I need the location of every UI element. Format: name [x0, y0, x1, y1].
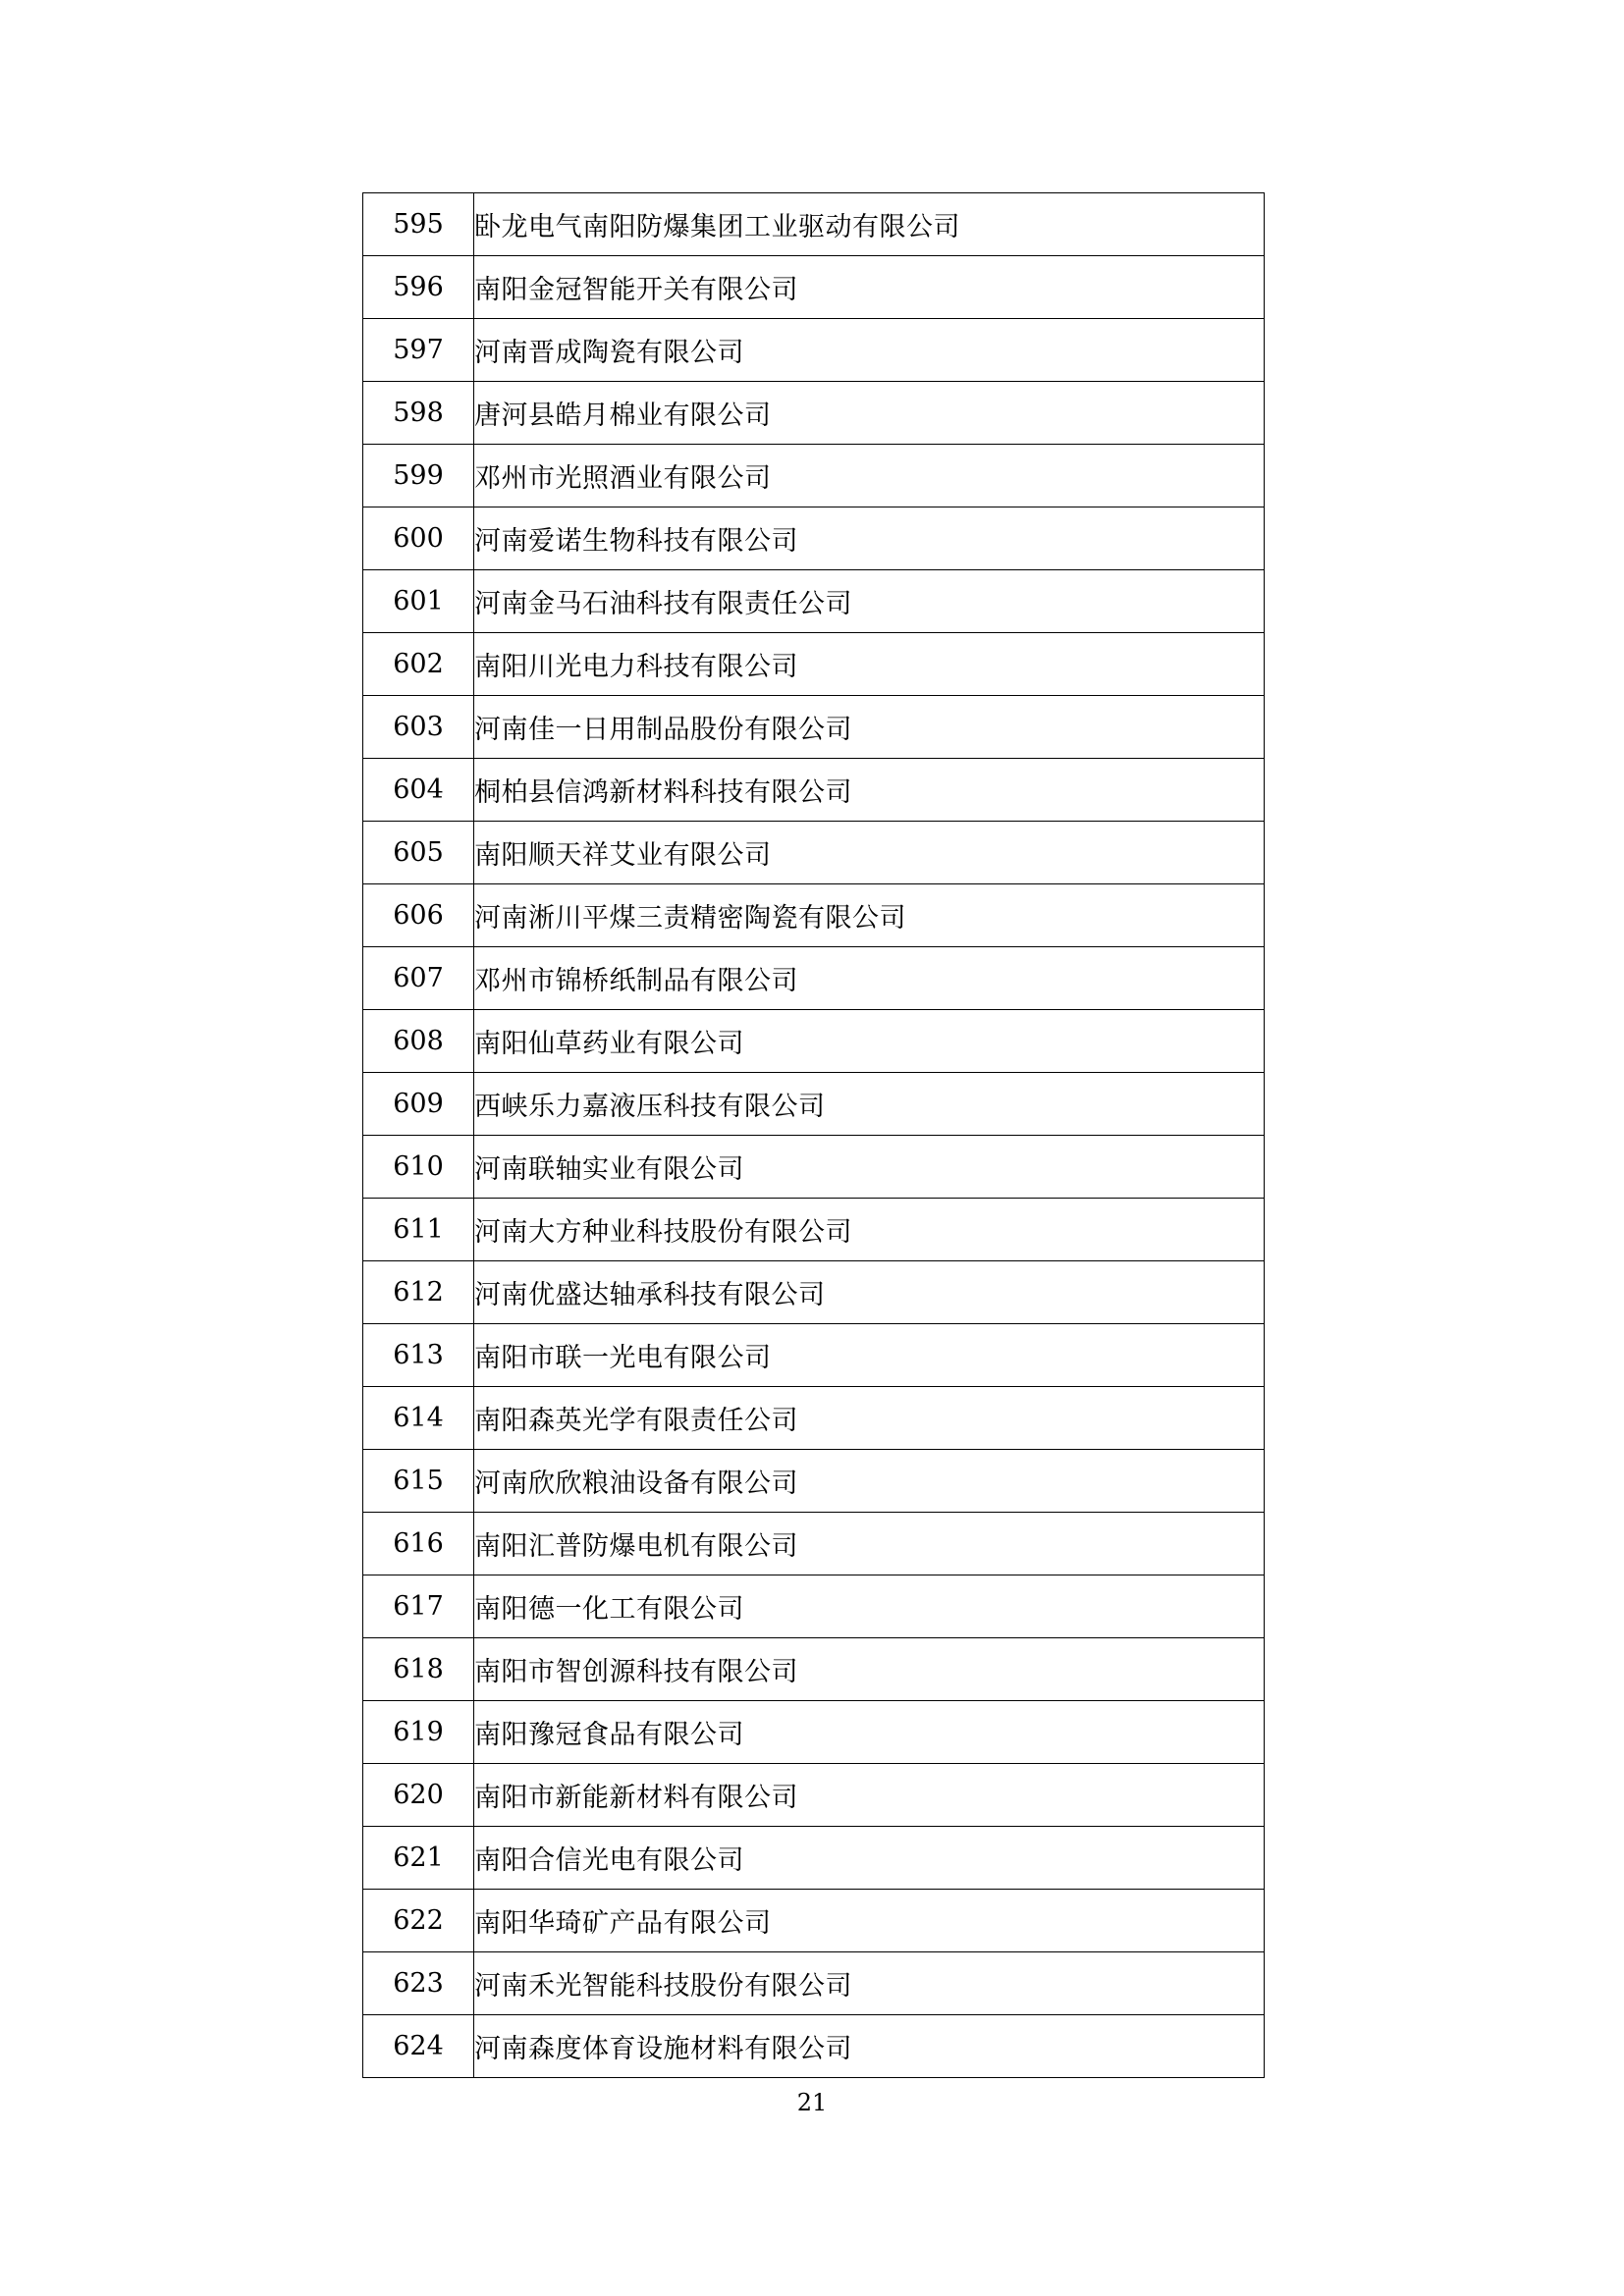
table-body [363, 193, 1265, 2078]
row-index-cell: 598 [363, 382, 474, 445]
enterprise-name-cell: 南阳顺天祥艾业有限公司 [474, 822, 1265, 884]
enterprise-name-cell: 南阳市联一光电有限公司 [474, 1324, 1265, 1387]
row-index-cell: 595 [363, 193, 474, 256]
enterprise-name-cell: 南阳市新能新材料有限公司 [474, 1764, 1265, 1827]
table-row [363, 1701, 1265, 1764]
row-index-cell: 606 [363, 884, 474, 947]
enterprise-name-cell: 河南联轴实业有限公司 [474, 1136, 1265, 1199]
enterprise-list-table [362, 192, 1265, 2078]
row-index-cell: 601 [363, 570, 474, 633]
table-row [363, 1199, 1265, 1261]
row-index-cell: 612 [363, 1261, 474, 1324]
table-row [363, 1952, 1265, 2015]
table-row [363, 2015, 1265, 2078]
table-row [363, 193, 1265, 256]
row-index-cell: 614 [363, 1387, 474, 1450]
enterprise-name-cell: 河南爱诺生物科技有限公司 [474, 507, 1265, 570]
table-row [363, 759, 1265, 822]
row-index-cell: 608 [363, 1010, 474, 1073]
enterprise-name-cell: 南阳华琦矿产品有限公司 [474, 1890, 1265, 1952]
row-index-cell: 623 [363, 1952, 474, 2015]
table-row [363, 1890, 1265, 1952]
enterprise-name-cell: 南阳森英光学有限责任公司 [474, 1387, 1265, 1450]
table-row [363, 1136, 1265, 1199]
enterprise-name-cell: 河南优盛达轴承科技有限公司 [474, 1261, 1265, 1324]
table-row [363, 1764, 1265, 1827]
enterprise-name-cell: 邓州市锦桥纸制品有限公司 [474, 947, 1265, 1010]
table-row [363, 884, 1265, 947]
enterprise-name-cell: 南阳金冠智能开关有限公司 [474, 256, 1265, 319]
row-index-cell: 610 [363, 1136, 474, 1199]
enterprise-name-cell: 河南欣欣粮油设备有限公司 [474, 1450, 1265, 1513]
table-row [363, 822, 1265, 884]
table-row [363, 633, 1265, 696]
table-row [363, 319, 1265, 382]
row-index-cell: 604 [363, 759, 474, 822]
enterprise-name-cell: 河南金马石油科技有限责任公司 [474, 570, 1265, 633]
row-index-cell: 600 [363, 507, 474, 570]
table-row [363, 445, 1265, 507]
row-index-cell: 602 [363, 633, 474, 696]
row-index-cell: 621 [363, 1827, 474, 1890]
enterprise-name-cell: 桐柏县信鸿新材料科技有限公司 [474, 759, 1265, 822]
row-index-cell: 622 [363, 1890, 474, 1952]
row-index-cell: 620 [363, 1764, 474, 1827]
table-row [363, 570, 1265, 633]
row-index-cell: 611 [363, 1199, 474, 1261]
enterprise-name-cell: 南阳汇普防爆电机有限公司 [474, 1513, 1265, 1575]
enterprise-name-cell: 西峡乐力嘉液压科技有限公司 [474, 1073, 1265, 1136]
table-row [363, 947, 1265, 1010]
row-index-cell: 596 [363, 256, 474, 319]
enterprise-name-cell: 唐河县皓月棉业有限公司 [474, 382, 1265, 445]
table-row [363, 256, 1265, 319]
enterprise-name-cell: 河南森度体育设施材料有限公司 [474, 2015, 1265, 2078]
enterprise-name-cell: 河南晋成陶瓷有限公司 [474, 319, 1265, 382]
row-index-cell: 603 [363, 696, 474, 759]
enterprise-name-cell: 南阳豫冠食品有限公司 [474, 1701, 1265, 1764]
table-row [363, 1073, 1265, 1136]
row-index-cell: 624 [363, 2015, 474, 2078]
enterprise-name-cell: 南阳川光电力科技有限公司 [474, 633, 1265, 696]
enterprise-name-cell: 邓州市光照酒业有限公司 [474, 445, 1265, 507]
table-row [363, 1513, 1265, 1575]
table-row [363, 1450, 1265, 1513]
enterprise-name-cell: 卧龙电气南阳防爆集团工业驱动有限公司 [474, 193, 1265, 256]
table-row [363, 1638, 1265, 1701]
enterprise-list-table-wrapper [362, 192, 1262, 2078]
page-number: 21 [796, 2089, 828, 2116]
row-index-cell: 613 [363, 1324, 474, 1387]
table-row [363, 1261, 1265, 1324]
row-index-cell: 618 [363, 1638, 474, 1701]
row-index-cell: 619 [363, 1701, 474, 1764]
row-index-cell: 597 [363, 319, 474, 382]
enterprise-name-cell: 南阳仙草药业有限公司 [474, 1010, 1265, 1073]
row-index-cell: 617 [363, 1575, 474, 1638]
enterprise-name-cell: 南阳合信光电有限公司 [474, 1827, 1265, 1890]
table-row [363, 382, 1265, 445]
table-row [363, 507, 1265, 570]
enterprise-name-cell: 河南禾光智能科技股份有限公司 [474, 1952, 1265, 2015]
table-row [363, 696, 1265, 759]
row-index-cell: 615 [363, 1450, 474, 1513]
table-row [363, 1324, 1265, 1387]
enterprise-name-cell: 河南佳一日用制品股份有限公司 [474, 696, 1265, 759]
table-row [363, 1010, 1265, 1073]
enterprise-name-cell: 河南大方种业科技股份有限公司 [474, 1199, 1265, 1261]
enterprise-name-cell: 南阳市智创源科技有限公司 [474, 1638, 1265, 1701]
enterprise-name-cell: 南阳德一化工有限公司 [474, 1575, 1265, 1638]
row-index-cell: 599 [363, 445, 474, 507]
table-row [363, 1575, 1265, 1638]
row-index-cell: 609 [363, 1073, 474, 1136]
table-row [363, 1387, 1265, 1450]
row-index-cell: 607 [363, 947, 474, 1010]
table-row [363, 1827, 1265, 1890]
row-index-cell: 605 [363, 822, 474, 884]
row-index-cell: 616 [363, 1513, 474, 1575]
enterprise-name-cell: 河南淅川平煤三责精密陶瓷有限公司 [474, 884, 1265, 947]
